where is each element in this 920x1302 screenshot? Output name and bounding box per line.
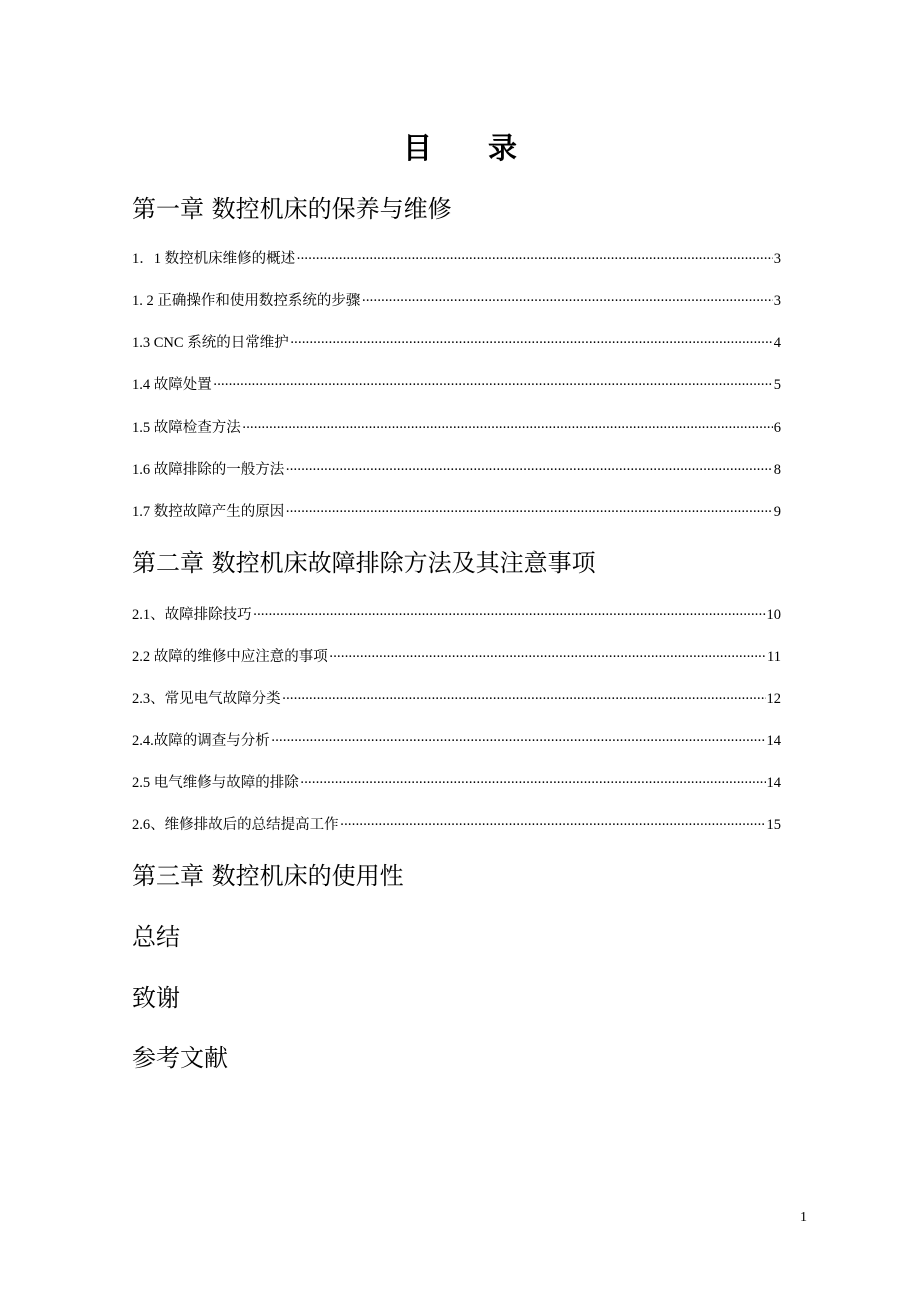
toc-entry-1-1[interactable] xyxy=(132,248,781,270)
toc-page-number: 12 xyxy=(766,691,781,707)
page-title: 目录 xyxy=(402,131,573,165)
dot-leader xyxy=(213,374,773,396)
toc-entry-text: 2.6、维修排故后的总结提高工作 xyxy=(132,817,339,833)
toc-entry-1-3[interactable] xyxy=(132,332,781,354)
toc-entry-text: 1.5 故障检查方法 xyxy=(132,420,241,436)
toc-entry-text: 1.7 数控故障产生的原因 xyxy=(132,504,285,520)
toc-entry-1-7[interactable] xyxy=(132,501,781,523)
dot-leader xyxy=(253,604,766,626)
toc-entry-2-6[interactable] xyxy=(132,814,781,836)
toc-entry-2-3[interactable] xyxy=(132,688,781,710)
toc-page-number: 9 xyxy=(773,504,781,520)
references-heading: 参考文献 xyxy=(132,1044,228,1072)
dot-leader xyxy=(296,248,773,270)
dot-leader xyxy=(290,332,773,354)
acknowledgements-heading: 致谢 xyxy=(132,984,180,1012)
toc-page-number: 4 xyxy=(773,335,781,351)
toc-entry-text: 2.5 电气维修与故障的排除 xyxy=(132,775,299,791)
toc-page-number: 14 xyxy=(766,733,781,749)
toc-page-number: 6 xyxy=(773,420,781,436)
toc-entry-text: 1.3 CNC 系统的日常维护 xyxy=(132,335,289,351)
toc-entry-text: 2.1、故障排除技巧 xyxy=(132,607,252,623)
dot-leader xyxy=(340,814,766,836)
toc-page-number: 3 xyxy=(773,293,781,309)
dot-leader xyxy=(285,459,773,481)
toc-entry-text: 2.2 故障的维修中应注意的事项 xyxy=(132,649,328,665)
toc-entry-1-6[interactable] xyxy=(132,459,781,481)
toc-entry-text: 2.4.故障的调查与分析 xyxy=(132,733,270,749)
toc-entry-text: 1. 2 正确操作和使用数控系统的步骤 xyxy=(132,293,361,309)
toc-page-number: 15 xyxy=(766,817,781,833)
dot-leader xyxy=(271,730,766,752)
dot-leader xyxy=(282,688,766,710)
toc-page-number: 11 xyxy=(767,649,781,665)
toc-entry-1-5[interactable] xyxy=(132,417,781,439)
toc-entry-text: 2.3、常见电气故障分类 xyxy=(132,691,281,707)
dot-leader xyxy=(242,417,773,439)
dot-leader xyxy=(329,646,766,668)
toc-entry-1-4[interactable] xyxy=(132,374,781,396)
toc-entry-text: 1．1 数控机床维修的概述 xyxy=(132,251,296,267)
dot-leader xyxy=(361,290,772,312)
dot-leader xyxy=(300,772,766,794)
toc-entry-text: 1.4 故障处置 xyxy=(132,377,212,393)
toc-entry-2-1[interactable] xyxy=(132,604,781,626)
toc-page-number: 5 xyxy=(773,377,781,393)
toc-entry-text: 1.6 故障排除的一般方法 xyxy=(132,462,285,478)
toc-entry-2-5[interactable] xyxy=(132,772,781,794)
dot-leader xyxy=(285,501,773,523)
chapter-2-heading: 第二章 数控机床故障排除方法及其注意事项 xyxy=(132,549,596,577)
chapter-1-heading: 第一章 数控机床的保养与维修 xyxy=(132,195,452,223)
summary-heading: 总结 xyxy=(132,923,180,951)
toc-page-number: 14 xyxy=(766,775,781,791)
toc-page-number: 10 xyxy=(766,607,781,623)
footer-page-number: 1 xyxy=(800,1210,807,1225)
toc-entry-2-4[interactable] xyxy=(132,730,781,752)
toc-page-number: 8 xyxy=(773,462,781,478)
toc-page-number: 3 xyxy=(773,251,781,267)
toc-entry-1-2[interactable] xyxy=(132,290,781,312)
toc-entry-2-2[interactable] xyxy=(132,646,781,668)
chapter-3-heading: 第三章 数控机床的使用性 xyxy=(132,862,404,890)
